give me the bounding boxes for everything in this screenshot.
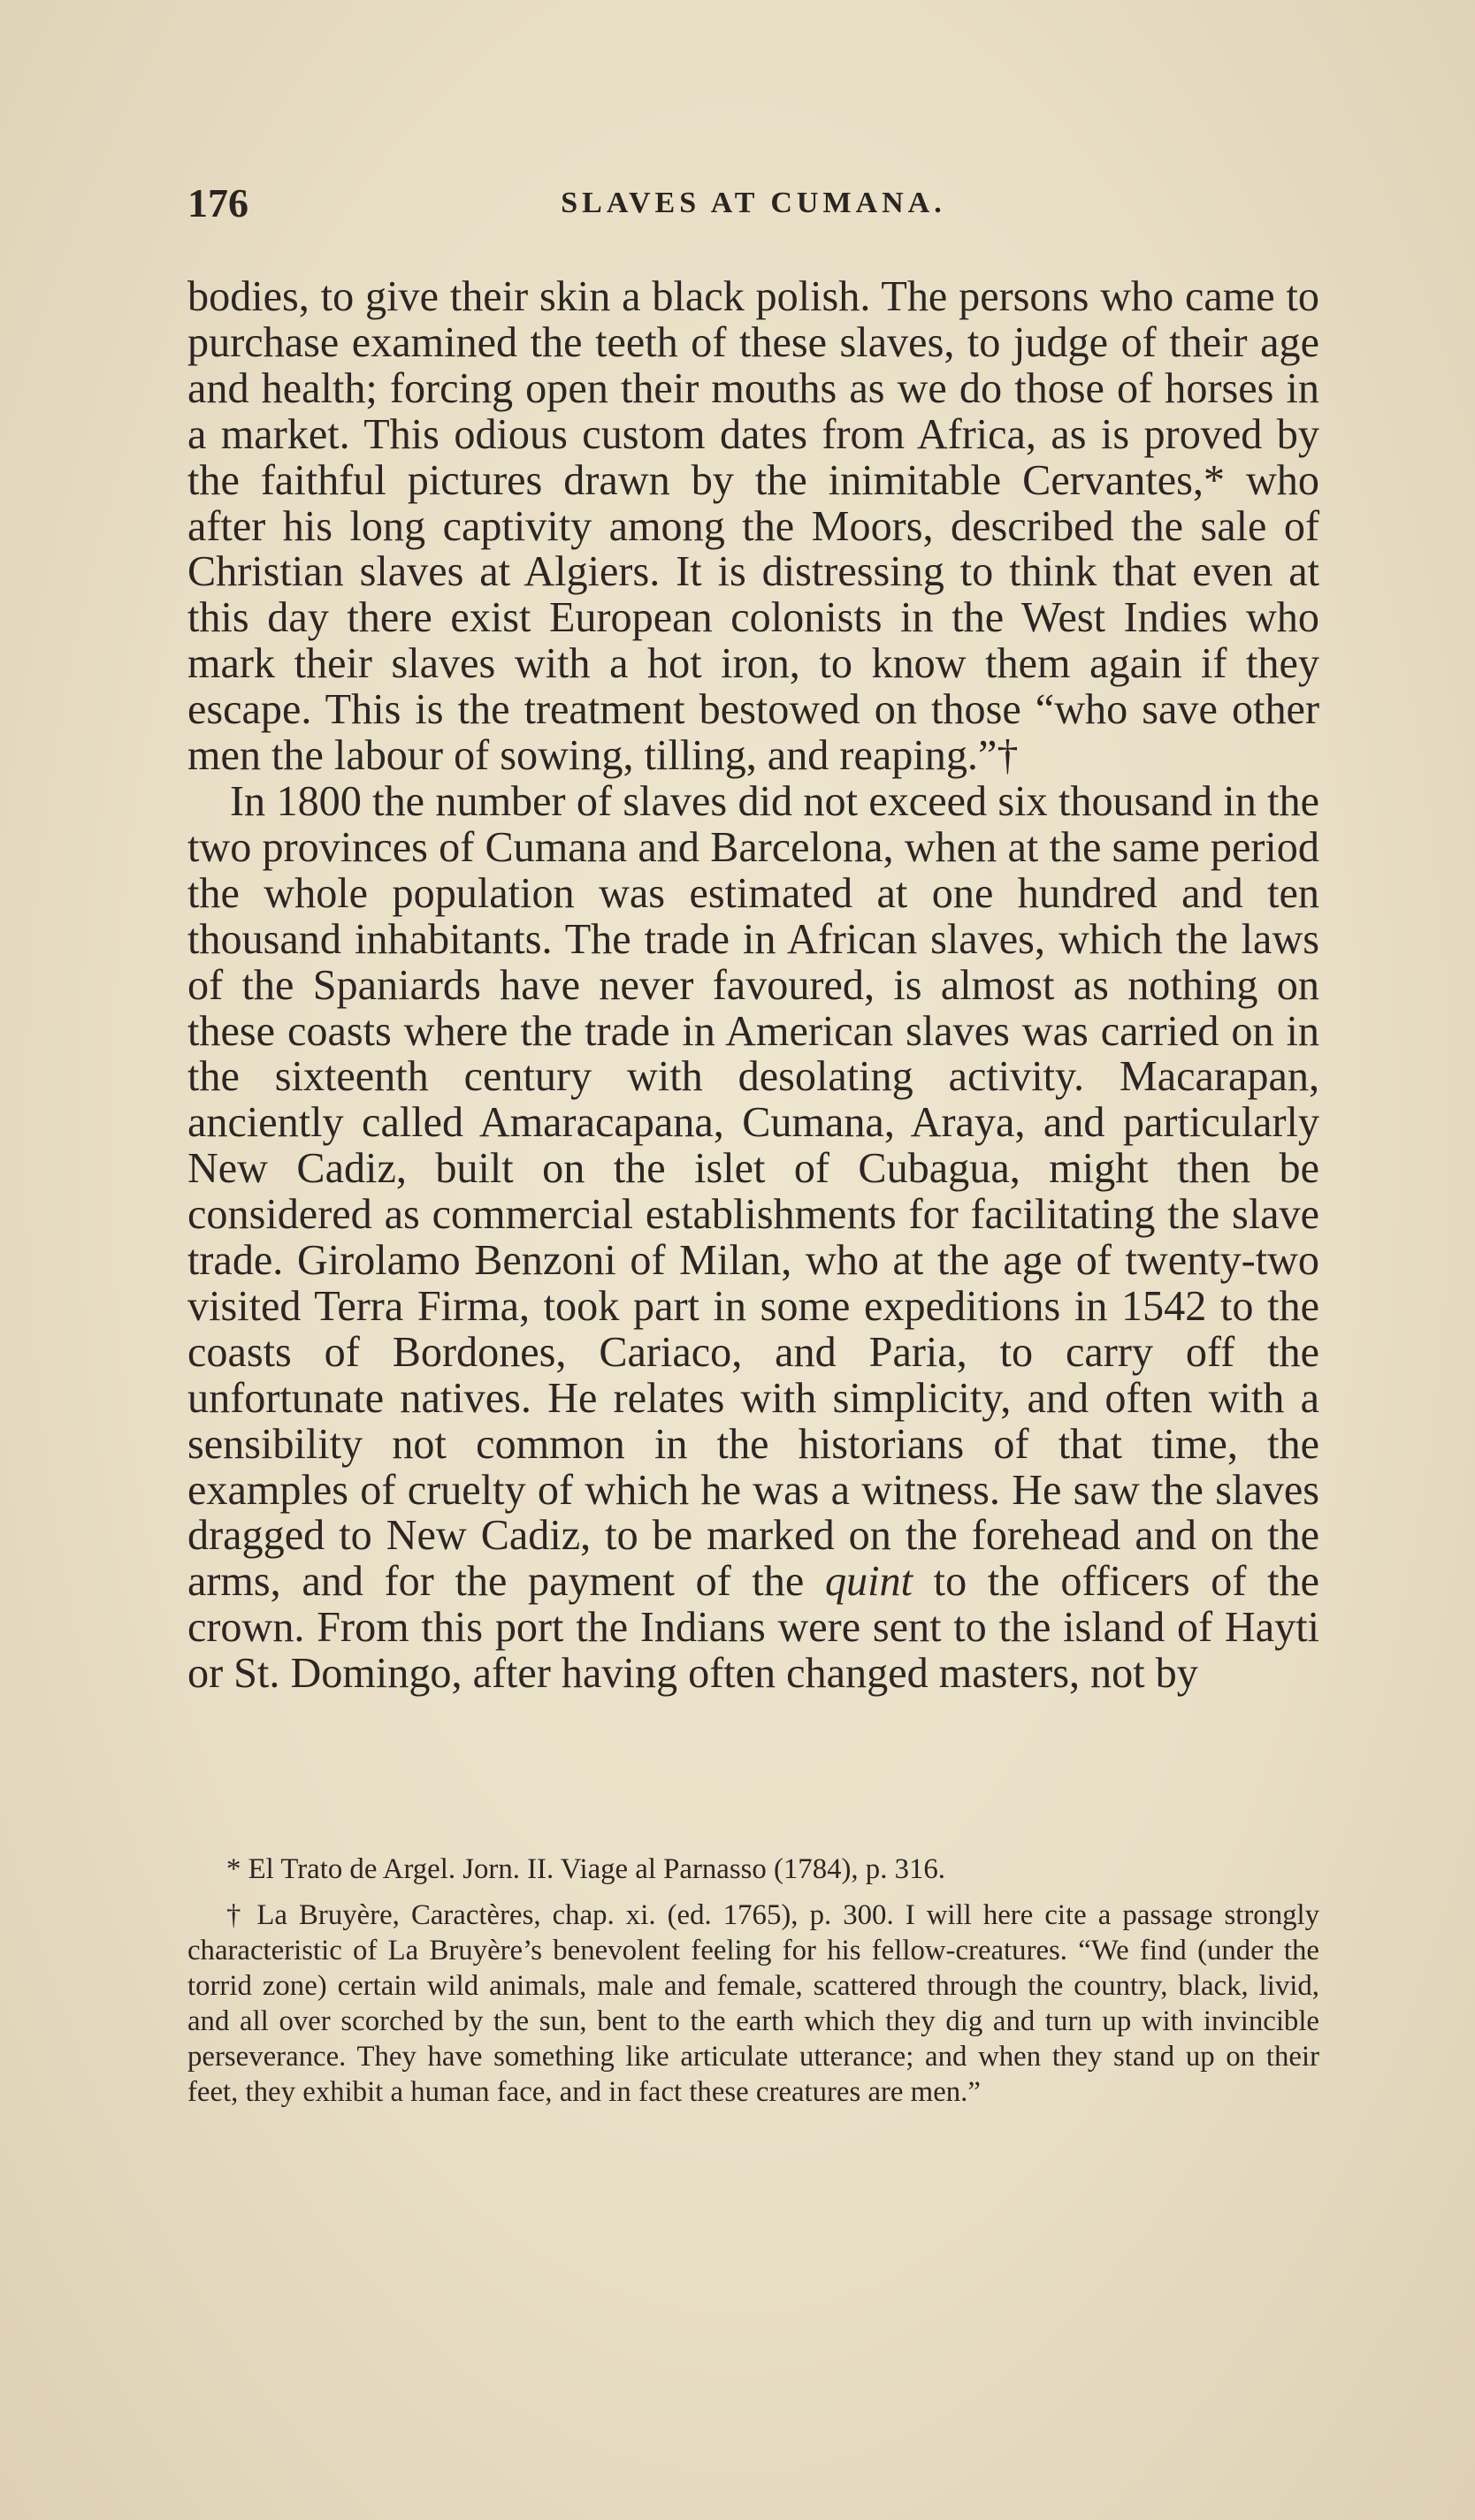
main-text — [187, 274, 1319, 1697]
paragraph-2 — [187, 779, 1319, 1697]
page-number: 176 — [187, 180, 248, 225]
running-title: SLAVES AT CUMANA. — [561, 187, 946, 219]
footnote-1: * El Trato de Argel. Jorn. II. Viage al Parnasso (1784), p. 316. — [226, 1853, 946, 1885]
paragraph-2-part-2: to the officers of the crown. From this port the Indians were sent to the island of Hayti or St. Domingo, after having often changed masters, not by — [187, 1558, 1319, 1698]
page-header — [187, 177, 1319, 230]
paragraph-1: bodies, to give their skin a black polish. The persons who came to purchase examined the teeth of these slaves, to judge of their age and health; forcing open their mouths as we do those of horses in a market. This odious custom dates from Africa, as is proved by the faithful pictures drawn by the inimitable Cervantes,* who after his long captivity among the Moors, described the sale of Christian slaves at Algiers. It is distressing to think that even at this day there exist European colonists in the West Indies who mark their slaves with a hot iron, to know them again if they escape. This is the treatment bestowed on those “who save other men the labour of sowing, tilling, and reaping.”† — [187, 273, 1319, 780]
italic-word-quint: quint — [824, 1558, 913, 1606]
paragraph-2-part-1: In 1800 the number of slaves did not exceed six thousand in the two provinces of Cumana and Barcelona, when at the same period the whole population was estimated at one hundred and ten thousand inhabitants. The trade in African slaves, which the laws of the Spaniards have never favoured, is almost as nothing on these coasts where the trade in American slaves was carried on in the sixteenth century with desolating activity. Macarapan, anciently called Amaracapana, Cumana, Araya, and particularly New Cadiz, built on the islet of Cubagua, might then be considered as commercial establishments for facilitating the slave trade. Girolamo Benzoni of Milan, who at the age of twenty-two visited Terra Firma, took part in some expeditions in 1542 to the coasts of Bordones, Cariaco, and Paria, to carry off the unfortunate natives. He relates with simplicity, and often with a sensibility not common in the historians of that time, the examples of cruelty of which he was a witness. He saw the slaves dragged to New Cadiz, to be marked on the forehead and on the arms, and for the payment of the — [187, 777, 1319, 1606]
footnote-2: † La Bruyère, Caractères, chap. xi. (ed. 1765), p. 300. I will here cite a passage strongly characteristic of La Bruyère’s benevolent feeling for his fellow-creatures. “We find (under the torrid zone) certain wild animals, male and female, scattered through the country, black, livid, and all over scorched by the sun, bent to the earth which they dig and turn up with invincible perseverance. They have something like articulate utterance; and when they stand up on their feet, they exhibit a human face, and in fact these creatures are men.” — [187, 1899, 1319, 2108]
footnotes — [187, 1852, 1319, 2110]
